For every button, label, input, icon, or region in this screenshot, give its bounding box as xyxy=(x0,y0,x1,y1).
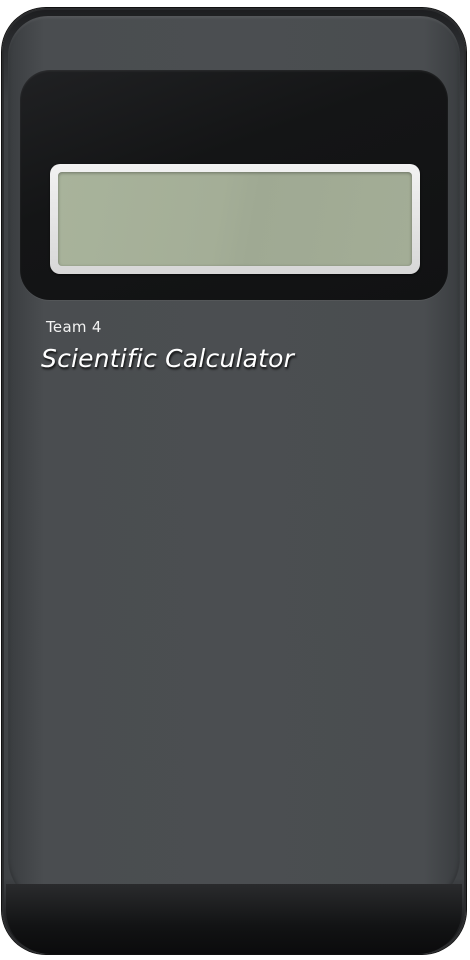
display-frame xyxy=(50,164,420,274)
display-screen xyxy=(58,172,412,266)
app-title: Scientific Calculator xyxy=(41,344,295,373)
calculator-device xyxy=(2,8,466,954)
team-label: Team 4 xyxy=(46,318,102,336)
calculator-bottom-band xyxy=(6,884,462,954)
display-bezel xyxy=(20,70,448,300)
